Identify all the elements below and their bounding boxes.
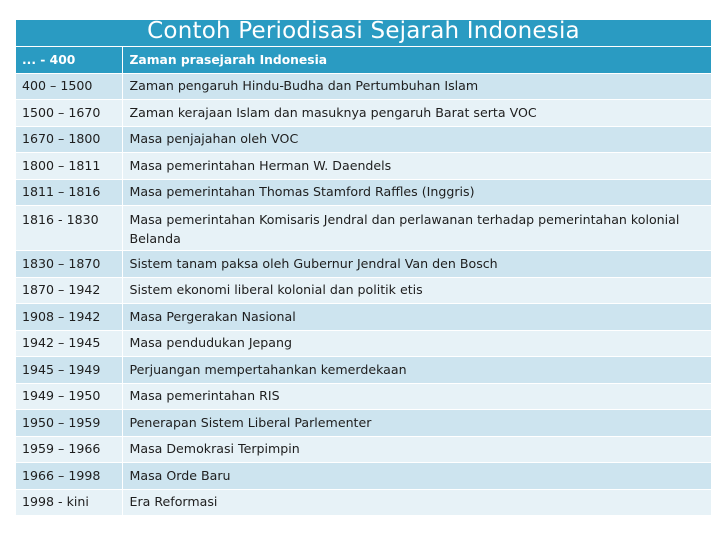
period-cell: 1998 - kini bbox=[16, 489, 122, 516]
period-cell: 1950 – 1959 bbox=[16, 410, 122, 437]
event-cell: Zaman pengaruh Hindu-Budha dan Pertumbuhan Islam bbox=[122, 73, 711, 100]
period-cell: 1500 – 1670 bbox=[16, 100, 122, 127]
table-row bbox=[16, 383, 711, 410]
page-title: Contoh Periodisasi Sejarah Indonesia bbox=[147, 18, 580, 44]
period-cell: 1811 – 1816 bbox=[16, 179, 122, 206]
table-row bbox=[16, 179, 711, 206]
table-row bbox=[16, 304, 711, 331]
event-cell: Masa penjajahan oleh VOC bbox=[122, 126, 711, 153]
period-cell: 1908 – 1942 bbox=[16, 304, 122, 331]
event-cell: Masa pemerintahan RIS bbox=[122, 383, 711, 410]
event-cell: Masa Pergerakan Nasional bbox=[122, 304, 711, 331]
event-cell: Sistem ekonomi liberal kolonial dan politik etis bbox=[122, 277, 711, 304]
period-cell: 1816 - 1830 bbox=[16, 206, 122, 251]
period-cell: 1945 – 1949 bbox=[16, 357, 122, 384]
period-cell: 1959 – 1966 bbox=[16, 436, 122, 463]
table-row bbox=[16, 100, 711, 127]
event-cell: Masa Demokrasi Terpimpin bbox=[122, 436, 711, 463]
event-cell: Masa pendudukan Jepang bbox=[122, 330, 711, 357]
period-cell: 1800 – 1811 bbox=[16, 153, 122, 180]
periodization-table bbox=[16, 46, 711, 516]
table-row bbox=[16, 330, 711, 357]
event-cell: Masa Orde Baru bbox=[122, 463, 711, 490]
table-row bbox=[16, 73, 711, 100]
period-cell: 1942 – 1945 bbox=[16, 330, 122, 357]
event-cell: Masa pemerintahan Herman W. Daendels bbox=[122, 153, 711, 180]
table-row bbox=[16, 153, 711, 180]
period-cell: 1949 – 1950 bbox=[16, 383, 122, 410]
period-cell: 400 – 1500 bbox=[16, 73, 122, 100]
event-cell: Sistem tanam paksa oleh Gubernur Jendral Van den Bosch bbox=[122, 251, 711, 278]
event-cell: Masa pemerintahan Komisaris Jendral dan perlawanan terhadap pemerintahan kolonial Belanda bbox=[122, 206, 711, 251]
period-cell: 1670 – 1800 bbox=[16, 126, 122, 153]
table-row bbox=[16, 357, 711, 384]
table-row bbox=[16, 436, 711, 463]
table-header-row bbox=[16, 47, 711, 74]
event-cell: Era Reformasi bbox=[122, 489, 711, 516]
table-row bbox=[16, 410, 711, 437]
table-row bbox=[16, 251, 711, 278]
event-cell: Zaman prasejarah Indonesia bbox=[122, 47, 711, 74]
event-cell: Perjuangan mempertahankan kemerdekaan bbox=[122, 357, 711, 384]
period-cell: 1830 – 1870 bbox=[16, 251, 122, 278]
table-row bbox=[16, 126, 711, 153]
period-cell: ... - 400 bbox=[16, 47, 122, 74]
event-cell: Penerapan Sistem Liberal Parlementer bbox=[122, 410, 711, 437]
event-cell: Masa pemerintahan Thomas Stamford Raffles (Inggris) bbox=[122, 179, 711, 206]
table-row bbox=[16, 277, 711, 304]
table-row bbox=[16, 489, 711, 516]
period-cell: 1966 – 1998 bbox=[16, 463, 122, 490]
table-row bbox=[16, 206, 711, 251]
table-row bbox=[16, 463, 711, 490]
event-cell: Zaman kerajaan Islam dan masuknya pengaruh Barat serta VOC bbox=[122, 100, 711, 127]
period-cell: 1870 – 1942 bbox=[16, 277, 122, 304]
